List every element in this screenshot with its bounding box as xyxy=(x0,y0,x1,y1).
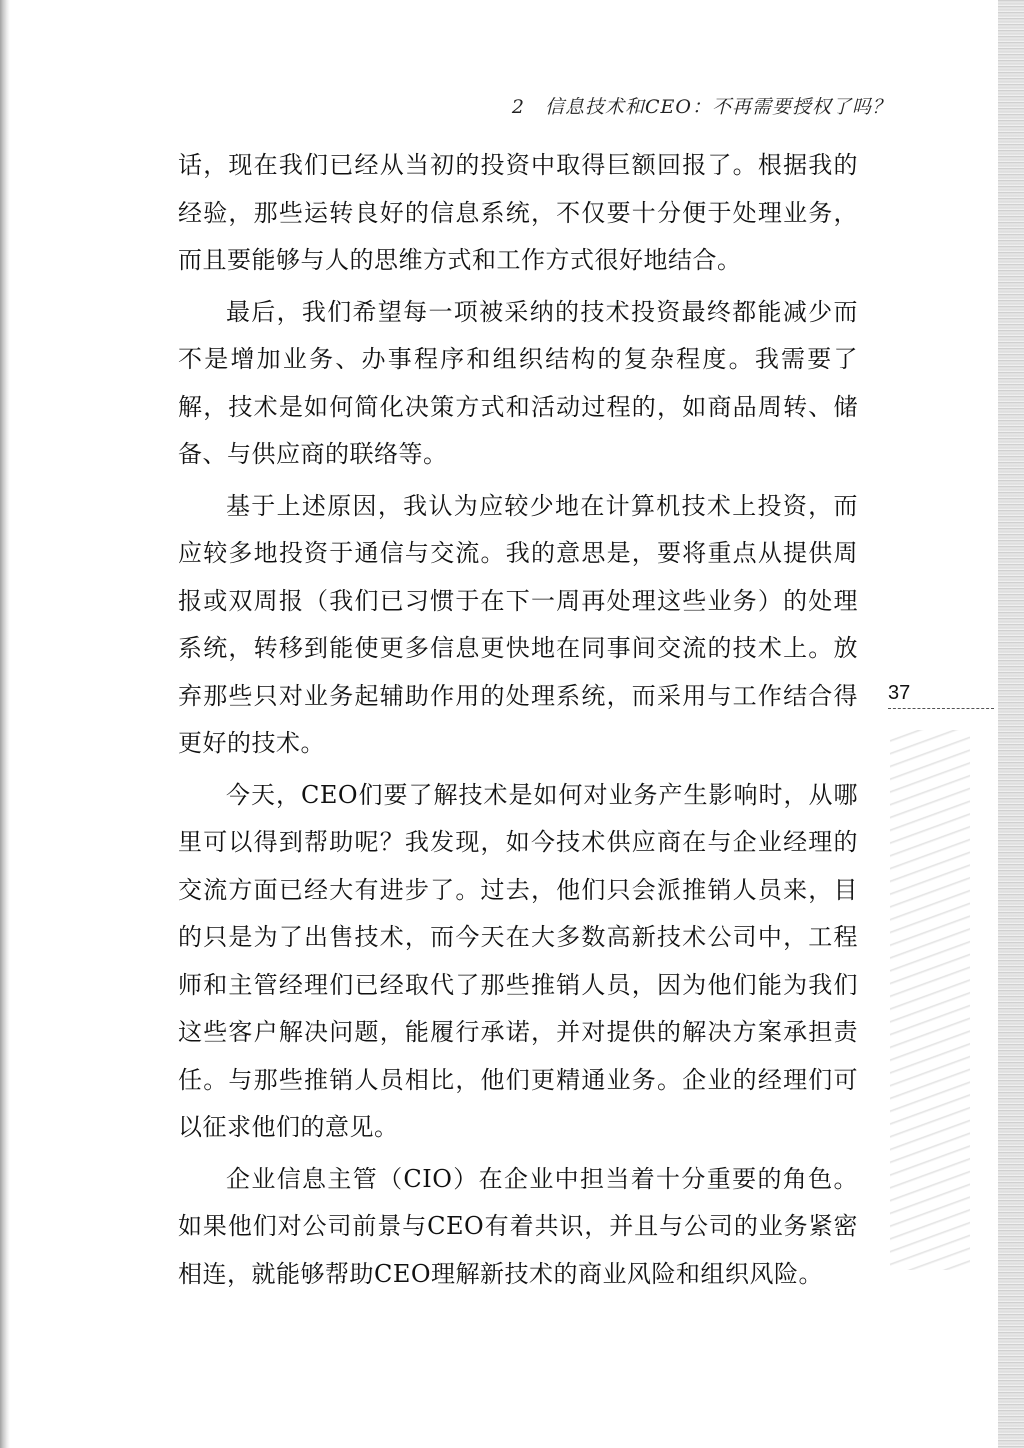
body-text xyxy=(178,142,858,1302)
running-head: 2 信息技术和CEO：不再需要授权了吗？ xyxy=(511,96,892,118)
margin-scan-marks xyxy=(890,730,970,1270)
paragraph-5: 企业信息主管（CIO）在企业中担当着十分重要的角色。如果他们对公司前景与CEO有着共识，并且与公司的业务紧密相连，就能够帮助CEO理解新技术的商业风险和组织风险。 xyxy=(178,1164,858,1288)
scan-edge-right xyxy=(998,0,1024,1448)
scan-edge-left xyxy=(0,0,10,1448)
paragraph-1: 话，现在我们已经从当初的投资中取得巨额回报了。根据我的经验，那些运转良好的信息系统，不仅要十分便于处理业务，而且要能够与人的思维方式和工作方式很好地结合。 xyxy=(178,151,858,274)
paragraph-4: 今天，CEO们要了解技术是如何对业务产生影响时，从哪里可以得到帮助呢？我发现，如今技术供应商在与企业经理的交流方面已经大有进步了。过去，他们只会派推销人员来，目的只是为了出售技术，而今天在大多数高新技术公司中，工程师和主管经理们已经取代了那些推销人员，因为他们能为我们这些客户解决问题，能履行承诺，并对提供的解决方案承担责任。与那些推销人员相比，他们更精通业务。企业的经理们可以征求他们的意见。 xyxy=(178,780,858,1141)
page-number: 37 xyxy=(888,682,911,704)
page-number-rule xyxy=(888,708,994,709)
paragraph-3: 基于上述原因，我认为应较少地在计算机技术上投资，而应较多地投资于通信与交流。我的意思是，要将重点从提供周报或双周报（我们已习惯于在下一周再处理这些业务）的处理系统，转移到能使更多信息更快地在同事间交流的技术上。放弃那些只对业务起辅助作用的处理系统，而采用与工作结合得更好的技术。 xyxy=(178,491,858,757)
paragraph-2: 最后，我们希望每一项被采纳的技术投资最终都能减少而不是增加业务、办事程序和组织结构的复杂程度。我需要了解，技术是如何简化决策方式和活动过程的，如商品周转、储备、与供应商的联络等。 xyxy=(178,297,858,468)
